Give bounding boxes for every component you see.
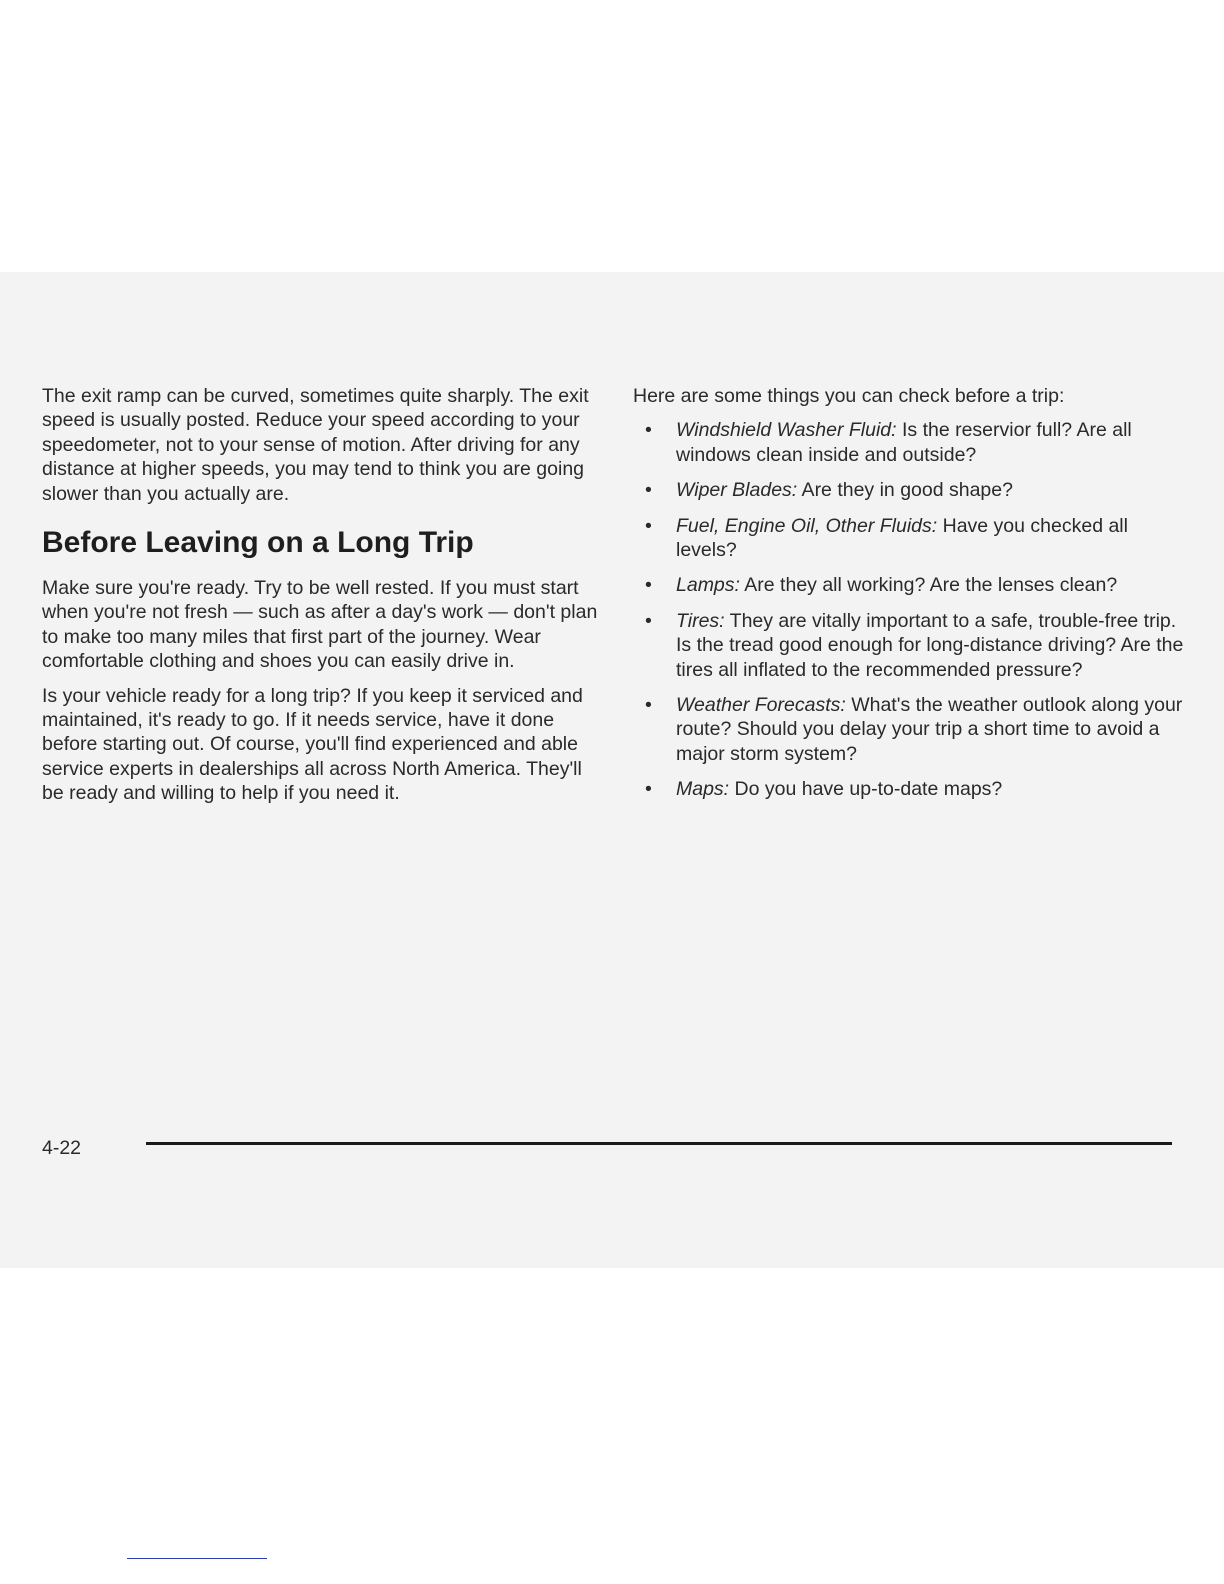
list-item — [633, 573, 1193, 597]
item-text: They are vitally important to a safe, trouble-free trip. Is the tread good enough for long-distance driving? Are the tires all inflated to the recommended pressure? — [676, 609, 1184, 681]
item-text: Are they in good shape? — [797, 479, 1013, 502]
bottom-link-underline[interactable] — [127, 1558, 267, 1559]
item-text: Are they all working? Are the lenses clean? — [739, 574, 1118, 597]
list-item — [633, 514, 1193, 563]
list-item — [633, 609, 1193, 682]
item-term: Maps: — [676, 778, 730, 801]
list-item — [633, 777, 1193, 801]
list-item — [633, 693, 1193, 766]
item-term: Lamps: — [676, 574, 740, 597]
bullet-icon: • — [645, 694, 652, 717]
item-text: Do you have up-to-date maps? — [729, 778, 1003, 801]
trip-checklist — [633, 418, 1193, 801]
item-term: Tires: — [676, 609, 725, 632]
checklist-intro: Here are some things you can check before a trip: — [633, 385, 1065, 407]
left-column — [42, 384, 602, 816]
bullet-icon: • — [645, 419, 652, 442]
item-term: Wiper Blades: — [676, 479, 798, 502]
section-heading: Before Leaving on a Long Trip — [42, 526, 474, 560]
item-text: What's the weather outlook along your route? Should you delay your trip a short time to avoid a major storm system? — [676, 694, 1183, 765]
page-number: 4-22 — [42, 1137, 82, 1159]
item-term: Fuel, Engine Oil, Other Fluids: — [676, 514, 938, 537]
footer-rule — [146, 1142, 1172, 1145]
bullet-icon: • — [645, 778, 652, 801]
exit-ramp-paragraph: The exit ramp can be curved, sometimes quite sharply. The exit speed is usually posted. Reduce your speed according to your speedometer, not to your sense of motion. After driving for any distance at higher speeds, you may tend to think you are going slower than you actually are. — [42, 385, 589, 505]
item-term: Weather Forecasts: — [676, 694, 846, 717]
bullet-icon: • — [645, 479, 652, 502]
vehicle-ready-paragraph: Is your vehicle ready for a long trip? If you keep it serviced and maintained, it's ready to go. If it needs service, have it done before starting out. Of course, you'll find experienced and able service experts in dealerships all across North America. They'll be ready and willing to help if you need it. — [42, 684, 583, 805]
list-item — [633, 418, 1193, 467]
item-term: Windshield Washer Fluid: — [676, 419, 897, 442]
list-item — [633, 478, 1193, 502]
bullet-icon: • — [645, 609, 652, 632]
item-text: Is the reservior full? Are all windows clean inside and outside? — [676, 419, 1132, 466]
bullet-icon: • — [645, 574, 652, 597]
readiness-paragraph: Make sure you're ready. Try to be well rested. If you must start when you're not fresh — such as after a day's work — don't plan to make too many miles that first part of the journey. Wear comfortable clothing and shoes you can easily drive in. — [42, 577, 598, 673]
right-column — [633, 384, 1193, 813]
bullet-icon: • — [645, 514, 652, 537]
item-text: Have you checked all levels? — [676, 514, 1128, 562]
